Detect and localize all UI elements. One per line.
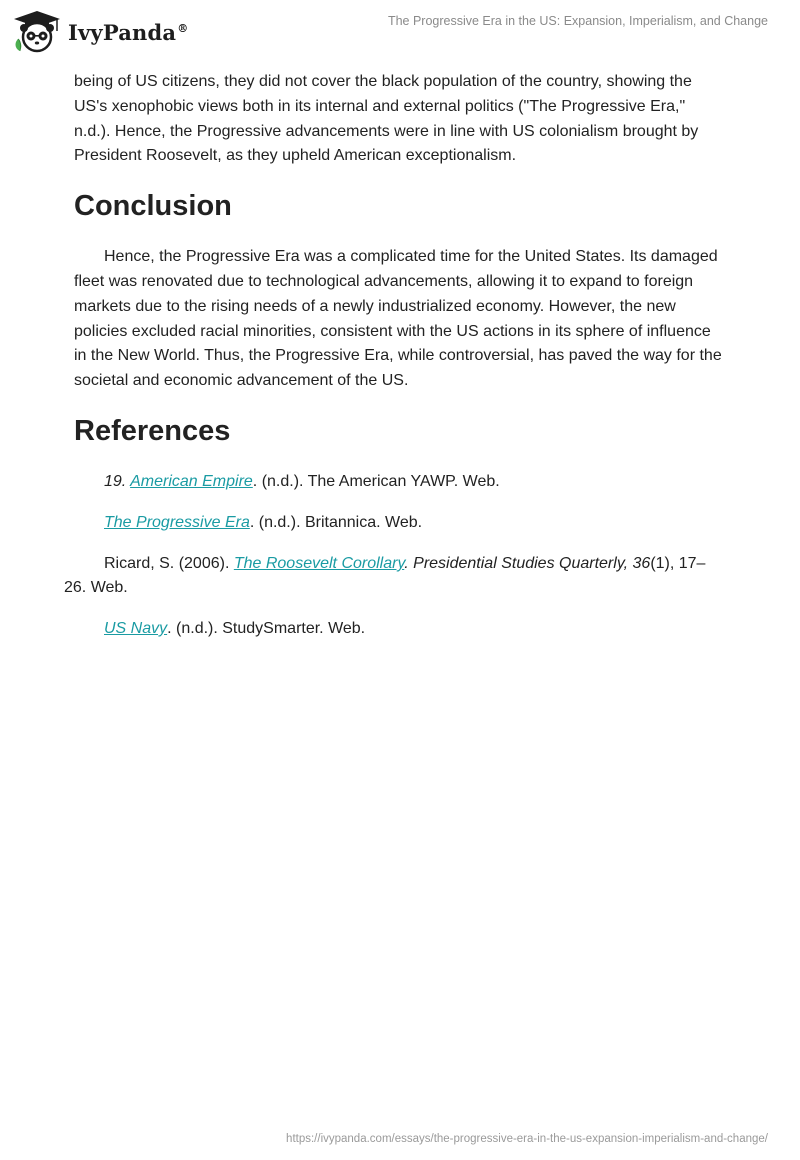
reference-link-roosevelt-corollary[interactable]: The Roosevelt Corollary (233, 554, 405, 572)
conclusion-paragraph: Hence, the Progressive Era was a complicated time for the United States. Its damaged fleet was renovated due to technological advancements, allowing it to expand to foreign markets due to the rising needs of a newly industrialized economy. However, the new policies excluded racial minorities, consistent with the US actions in its sphere of influence in the New World. Thus, the Progressive Era, while controversial, has paved the way for the societal and economic advancement of the US. (74, 248, 722, 390)
reference-link-us-navy[interactable]: US Navy (104, 619, 168, 637)
essay-content (64, 70, 724, 658)
reference-link-progressive-era[interactable]: The Progressive Era (104, 513, 250, 531)
reference-suffix: (1), 17–26. Web. (64, 554, 706, 596)
panda-graduate-icon (12, 9, 62, 55)
brand-name: IvyPanda® (68, 19, 189, 45)
reference-item (74, 617, 724, 641)
references-heading: References (74, 414, 231, 447)
reference-item (74, 511, 724, 535)
reference-item (64, 552, 724, 600)
page-url-footer: https://ivypanda.com/essays/the-progressive-era-in-the-us-expansion-imperialism-and-change/ (286, 1133, 768, 1145)
reference-link-american-empire[interactable]: American Empire (130, 472, 253, 490)
reference-prefix: 19. (104, 472, 131, 490)
page-header (0, 0, 800, 60)
intro-paragraph: being of US citizens, they did not cover the black population of the country, showing the US's xenophobic views both in its internal and external politics ("The Progressive Era," n.d.). Hence, the Progressive advancements were in line with US colonialism brought by President Roosevelt, as they upheld American exceptionalism. (74, 73, 699, 165)
brand-logo[interactable] (12, 8, 188, 56)
reference-prefix: Ricard, S. (2006). (104, 554, 234, 572)
document-title: The Progressive Era in the US: Expansion, Imperialism, and Change (387, 14, 768, 28)
reference-suffix: . (n.d.). The American YAWP. Web. (252, 472, 500, 490)
reference-item (74, 470, 724, 494)
reference-journal: . Presidential Studies Quarterly, 36 (404, 554, 651, 572)
conclusion-heading: Conclusion (74, 190, 232, 223)
reference-suffix: . (n.d.). StudySmarter. Web. (167, 619, 366, 637)
reference-suffix: . (n.d.). Britannica. Web. (249, 513, 423, 531)
references-list (64, 470, 724, 641)
